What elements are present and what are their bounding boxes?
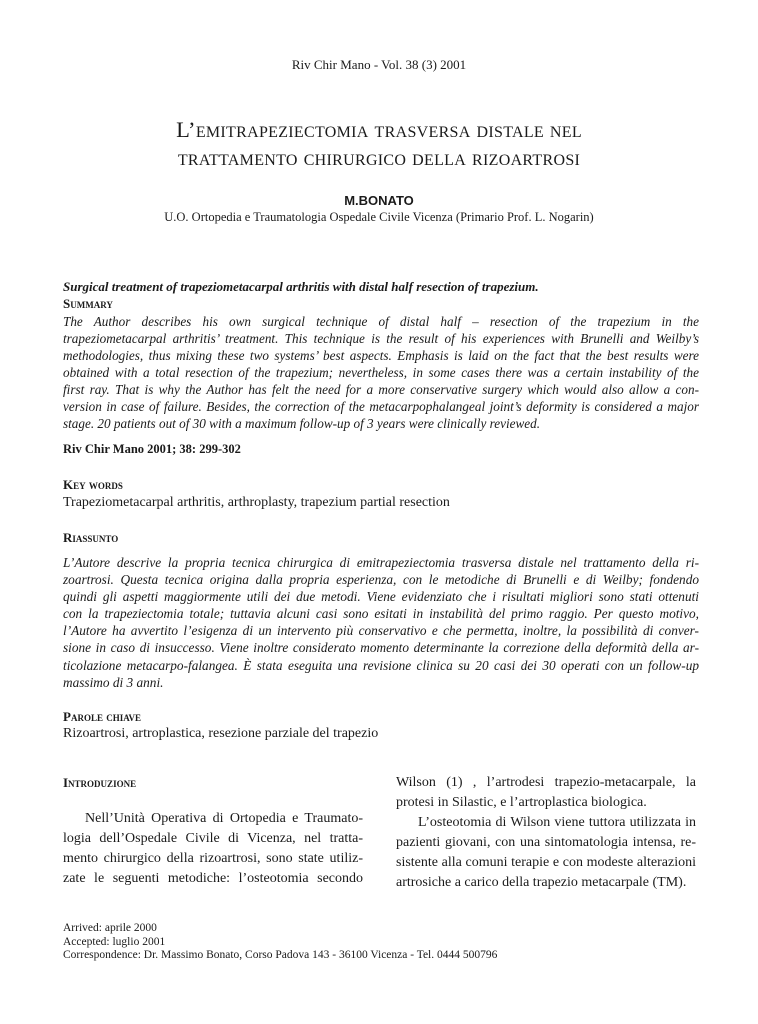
body-line: zate le seguenti metodiche: l’osteotomia secondo <box>63 871 363 886</box>
summary-line: obtained with a total resection of the trapezium; nevertheless, in some cases there was a certain instability of the <box>63 365 699 380</box>
summary-line: The Author describes his own surgical technique of distal half – resection of the trapezium in the <box>63 314 699 329</box>
riassunto-line: quindi gli aspetti maggiormente utili dei due metodi. Viene evidenziato che i risultati migliori sono stati ottenuti <box>63 589 699 605</box>
journal-header: Riv Chir Mano - Vol. 38 (3) 2001 <box>291 57 467 72</box>
author-name: M.BONATO <box>344 193 414 208</box>
body-line: Nell’Unità Operativa di Ortopedia e Traumato- <box>85 811 363 826</box>
summary-heading: Summary <box>63 296 113 311</box>
body-line: mento chirurgico della rizoartrosi, sono state utiliz- <box>63 851 363 866</box>
riassunto-line: l’Autore ha avvertito l’esigenza di un intervento più conservativo e che permetta, inoltre, la possibilità di conver- <box>63 623 699 639</box>
body-column-left <box>63 809 363 889</box>
riassunto-line: L’Autore descrive la propria tecnica chirurgica di emitrapeziectomia trasversa distale nel trattamento della ri- <box>63 555 699 570</box>
author-affiliation: U.O. Ortopedia e Traumatologia Ospedale Civile Vicenza (Primario Prof. L. Nogarin) <box>164 210 594 224</box>
summary-line: trapeziometacarpal arthritis’ treatment. This technique is the result of his experiences with Brunelli and Weilby’s <box>63 331 699 346</box>
parole-chiave-text: Rizoartrosi, artroplastica, resezione parziale del trapezio <box>63 726 379 741</box>
body-line: artrosiche a carico della trapezio metacarpale (TM). <box>396 875 687 890</box>
riassunto-text <box>63 554 699 691</box>
body-line: sistente alla comuni terapie e con modeste alterazioni <box>396 855 696 870</box>
journal-citation: Riv Chir Mano 2001; 38: 299-302 <box>63 442 241 456</box>
parole-chiave-heading: Parole chiave <box>63 709 142 724</box>
body-line: pazienti giovani, con una sintomatologia intensa, re- <box>396 835 696 850</box>
article-title-line-2: trattamento chirurgico della rizoartrosi <box>177 145 581 170</box>
riassunto-line: massimo di 3 anni. <box>63 674 164 690</box>
body-column-right <box>396 773 696 893</box>
article-footer <box>63 922 497 963</box>
article-title <box>40 116 718 172</box>
riassunto-heading: Riassunto <box>63 530 119 545</box>
riassunto-line: con la trapeziectomia totale; tuttavia alcuni casi sono esitati in instabilità del primo raggio. Per questo motivo, <box>63 606 699 622</box>
article-title-line-1: L’emitrapeziectomia trasversa distale nel <box>176 117 582 142</box>
keywords-heading: Key words <box>63 477 123 492</box>
summary-line: stage. 20 patients out of 30 with a maximum follow-up of 3 years were clinically reviewed. <box>63 416 541 431</box>
arrived-date: Arrived: aprile 2000 <box>63 922 157 934</box>
summary-line: version in case of failure. Besides, the correction of the metacarpophalangeal joint’s deformity is considered a major <box>63 399 699 414</box>
riassunto-line: zoartrosi. Questa tecnica origina dalla propria esperienza, con le metodiche di Brunelli e di Weilby; fondendo <box>63 572 699 588</box>
summary-line: first ray. That is why the Author has felt the need for a more conservative surgery which would also allow a con- <box>63 382 699 397</box>
body-line: protesi in Silastic, e l’artroplastica biologica. <box>396 795 647 810</box>
english-title: Surgical treatment of trapeziometacarpal arthritis with distal half resection of trapezium. <box>63 279 539 294</box>
riassunto-line: ticolazione metacarpo-falangea. È stata eseguita una revisione clinica su 20 casi dei 30 operati con un follow-up <box>63 657 699 673</box>
summary-text <box>63 313 699 432</box>
keywords-text: Trapeziometacarpal arthritis, arthroplasty, trapezium partial resection <box>63 495 450 510</box>
body-line: logia dell’Ospedale Civile di Vicenza, nel tratta- <box>63 831 363 846</box>
accepted-date: Accepted: luglio 2001 <box>63 935 166 948</box>
summary-line: methodologies, thus mixing these two systems’ best aspects. Emphasis is laid on the fact that the best results were <box>63 348 699 363</box>
correspondence: Correspondence: Dr. Massimo Bonato, Corso Padova 143 - 36100 Vicenza - Tel. 0444 500796 <box>63 949 498 961</box>
body-line: L’osteotomia di Wilson viene tuttora utilizzata in <box>418 815 696 830</box>
introduzione-heading: Introduzione <box>63 775 137 790</box>
body-line: Wilson (1) , l’artrodesi trapezio-metacarpale, la <box>396 775 696 790</box>
riassunto-line: sione in caso di insuccesso. Viene inoltre considerato momento determinante la correzione della deformità della ar- <box>63 640 699 656</box>
